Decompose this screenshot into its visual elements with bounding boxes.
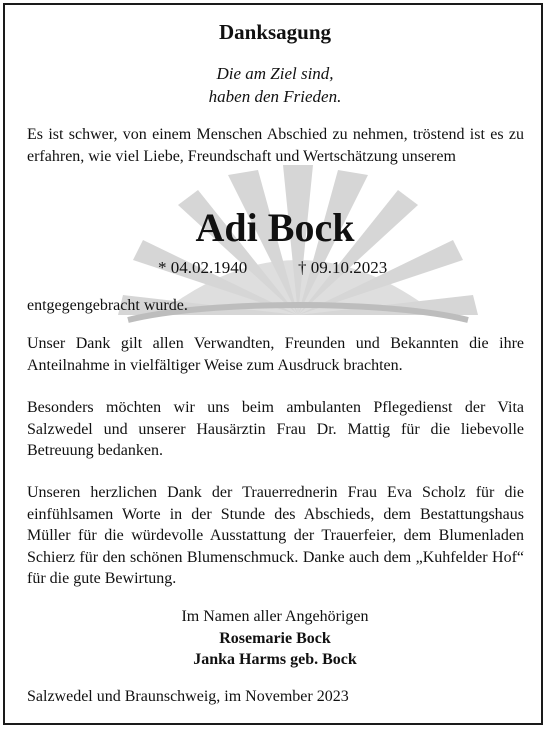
signature-block: [0, 606, 550, 671]
death-date: † 09.10.2023: [298, 258, 388, 277]
verse-line-2: haben den Frieden.: [208, 87, 342, 106]
thanks-paragraph-1: Unser Dank gilt allen Verwandten, Freunden und Bekannten die ihre Anteilnahme in vielfältiger Weise zum Ausdruck brachten.: [27, 335, 524, 374]
birth-date: * 04.02.1940: [158, 258, 248, 277]
deceased-name: Adi Bock: [195, 205, 355, 250]
signature-name-1: Rosemarie Bock: [219, 629, 331, 647]
signature-name-2: Janka Harms geb. Bock: [193, 651, 357, 668]
after-name-text: entgegengebracht wurde.: [27, 297, 188, 314]
thanks-paragraph-3: Unseren herzlichen Dank der Trauerrednerin Frau Eva Scholz für die einfühlsamen Worte in der Stunde des Abschieds, dem Bestattungshaus Müller für die würdevolle Ausstattung der Trauerfeier, dem Blumenladen Schierz für den schönen Blumenschmuck. Danke auch dem „Kuhfelder Hof“ für die gute Bewirtung.: [27, 484, 524, 587]
verse-line-1: Die am Ziel sind,: [216, 64, 334, 83]
place-and-date: Salzwedel und Braunschweig, im November 2023: [27, 688, 349, 705]
thanks-paragraph-2: Besonders möchten wir uns beim ambulanten Pflegedienst der Vita Salzwedel und unserer Hausärztin Frau Dr. Mattig für die liebevolle Betreuung bedanken.: [27, 399, 524, 459]
notice-heading: Danksagung: [218, 20, 332, 44]
verse: [0, 62, 550, 108]
signature-intro: Im Namen aller Angehörigen: [181, 608, 369, 625]
intro-paragraph: Es ist schwer, von einem Menschen Abschied zu nehmen, tröstend ist es zu erfahren, wie viel Liebe, Freundschaft und Wertschätzung unserem: [27, 126, 524, 165]
